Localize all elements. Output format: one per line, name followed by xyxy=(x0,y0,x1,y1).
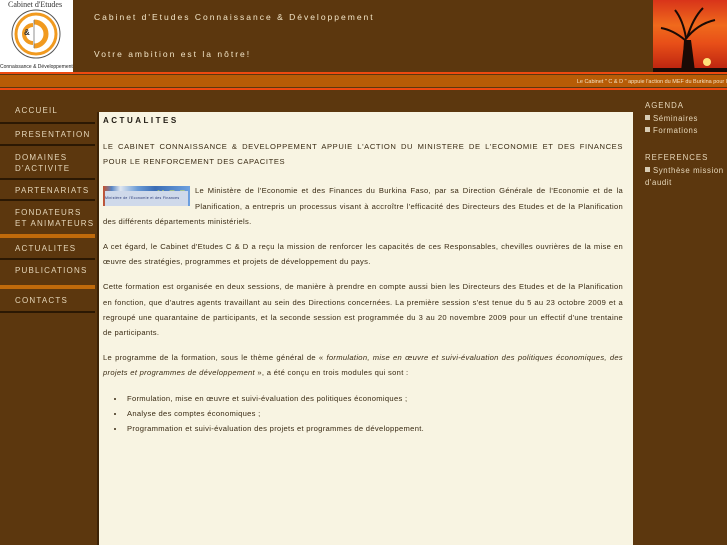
square-bullet-icon xyxy=(645,167,650,172)
news-ticker[interactable]: Le Cabinet " C & D " appuie l'action du MEF du Burkina pour l xyxy=(576,79,727,85)
section-title: ACTUALITES xyxy=(103,116,179,125)
baobab-tree-icon xyxy=(653,0,727,72)
square-bullet-icon xyxy=(645,127,650,132)
article-headline: LE CABINET CONNAISSANCE & DEVELOPPEMENT APPUIE L'ACTION DU MINISTERE DE L'ECONOMIE ET DES FINANCES POUR LE RENFORCEMENT DES CAPACITES xyxy=(103,142,623,167)
nav-presentation[interactable]: PRESENTATION xyxy=(0,124,95,146)
site-title: Cabinet d'Etudes Connaissance & Développement xyxy=(94,12,375,22)
nav-accueil[interactable]: ACCUEIL xyxy=(0,100,95,124)
training-theme: formulation, mise en œuvre et suivi-évaluation des politiques économiques, des projets et programmes de développement xyxy=(103,353,623,378)
list-item: • Formulation, mise en œuvre et suivi-évaluation des politiques économiques ; xyxy=(125,391,623,406)
nav-publications[interactable]: PUBLICATIONS xyxy=(15,266,88,275)
header-stripe-bar xyxy=(0,72,727,91)
square-bullet-icon xyxy=(645,115,650,120)
main-content xyxy=(97,112,633,545)
list-item: • Analyse des comptes économiques ; xyxy=(125,406,623,421)
tagline: Votre ambition est la nôtre! xyxy=(94,49,252,59)
mef-logo-caption: Ministère de l'Economie et des Finances xyxy=(105,191,188,206)
ticker-bar xyxy=(0,75,727,87)
references-synthese-audit-link[interactable]: Synthèse mission d'audit xyxy=(645,166,724,187)
stripe-top xyxy=(0,72,727,74)
baobab-sunset-image xyxy=(653,0,727,72)
logo-mid-text: & xyxy=(24,28,30,37)
mef-logo-image xyxy=(103,186,190,206)
cabinet-logo[interactable] xyxy=(0,0,73,72)
right-sidebar xyxy=(645,101,727,189)
references-title: REFERENCES xyxy=(645,153,709,162)
nav-contacts[interactable]: CONTACTS xyxy=(0,289,95,313)
article-paragraph-4: Le programme de la formation, sous le thème général de « formulation, mise en œuvre et suivi-évaluation des politiques économiques, des projets et programmes de développement », a été conçu en trois modules qui sont : xyxy=(103,353,623,378)
nav-domaines-activite[interactable]: DOMAINES D'ACTIVITE xyxy=(0,146,95,180)
article-paragraph-2: A cet égard, le Cabinet d'Etudes C & D a reçu la mission de renforcer les capacités de ces Responsables, chevilles ouvrières de la mise en œuvre des stratégies, programmes et projets de développement du pays. xyxy=(103,242,623,267)
agenda-title: AGENDA xyxy=(645,101,684,110)
nav-fondateurs-animateurs[interactable]: FONDATEURS ET ANIMATEURS xyxy=(15,208,95,228)
article-paragraph-3: Cette formation est organisée en deux sessions, de manière à prendre en compte aussi bien les Directeurs des Etudes et de la Planification en fonction, que d'autres agents travaillant au sein des Directions concernées. La première session s'est tenue du 5 au 23 octobre 2009 et a regroupé une quarantaine de participants, et la seconde session est programmée du 3 au 20 novembre 2009 pour un effectif d'une trentaine de participants. xyxy=(103,282,623,338)
nav-partenariats[interactable]: PARTENARIATS xyxy=(0,180,95,201)
nav-actualites[interactable]: ACTUALITES xyxy=(0,238,95,260)
list-item: • Programmation et suivi-évaluation des projets et programmes de développement. xyxy=(125,421,623,436)
stripe-bottom xyxy=(0,88,727,90)
main-nav xyxy=(0,100,95,313)
article-paragraph-1: Ministère de l'Economie et des Finances Le Ministère de l'Economie et des Finances du Burkina Faso, par sa Direction Générale de l'Economie et de la Planification, a entrepris un processus visant à accroître l'efficacité des Directeurs des Etudes et de la Planification des différents départements ministériels. xyxy=(103,186,623,226)
logo-top-text: Cabinet d'Etudes xyxy=(8,0,63,9)
logo-emblem-icon xyxy=(0,0,73,72)
logo-bottom-text: Connaissance & Développement xyxy=(0,64,73,70)
modules-list xyxy=(103,391,623,436)
agenda-formations-link[interactable]: Formations xyxy=(645,125,727,137)
site-header xyxy=(0,0,727,72)
agenda-seminaires-link[interactable]: Séminaires xyxy=(645,113,727,125)
